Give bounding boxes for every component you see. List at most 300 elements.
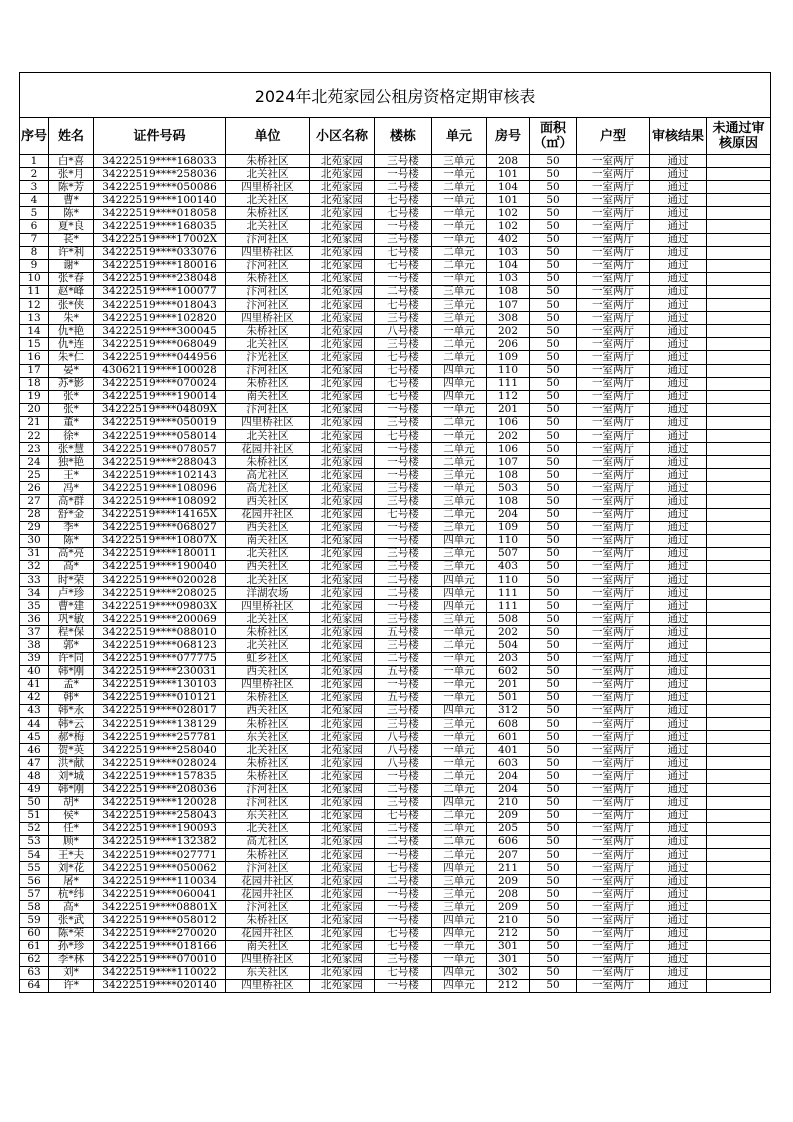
cell-unit: 汴河社区 [226, 259, 310, 272]
cell-name: 巩*敏 [49, 613, 94, 626]
cell-result: 通过 [650, 325, 707, 338]
cell-layout: 一室两厅 [577, 848, 650, 861]
cell-unit: 汴河社区 [226, 862, 310, 875]
cell-seq: 55 [20, 862, 49, 875]
cell-reason [707, 482, 771, 495]
cell-building: 三号楼 [375, 547, 432, 560]
cell-community: 北苑家园 [310, 678, 375, 691]
cell-seq: 50 [20, 796, 49, 809]
cell-reason [707, 626, 771, 639]
cell-room: 301 [487, 940, 530, 953]
cell-room: 103 [487, 246, 530, 259]
cell-result: 通过 [650, 351, 707, 364]
header-room: 房号 [487, 118, 530, 155]
cell-unit-no: 四单元 [432, 979, 487, 992]
table-row [20, 574, 771, 587]
cell-community: 北苑家园 [310, 704, 375, 717]
cell-result: 通过 [650, 770, 707, 783]
cell-community: 北苑家园 [310, 521, 375, 534]
cell-name: 陈* [49, 534, 94, 547]
cell-area: 50 [530, 691, 577, 704]
cell-name: 王* [49, 469, 94, 482]
cell-result: 通过 [650, 783, 707, 796]
cell-result: 通过 [650, 822, 707, 835]
cell-community: 北苑家园 [310, 862, 375, 875]
cell-unit-no: 一单元 [432, 233, 487, 246]
cell-community: 北苑家园 [310, 953, 375, 966]
cell-room: 507 [487, 547, 530, 560]
cell-community: 北苑家园 [310, 875, 375, 888]
cell-result: 通过 [650, 534, 707, 547]
table-row [20, 731, 771, 744]
cell-result: 通过 [650, 875, 707, 888]
cell-reason [707, 704, 771, 717]
cell-room: 205 [487, 822, 530, 835]
cell-layout: 一室两厅 [577, 613, 650, 626]
cell-room: 104 [487, 181, 530, 194]
cell-result: 通过 [650, 547, 707, 560]
cell-result: 通过 [650, 704, 707, 717]
cell-reason [707, 809, 771, 822]
cell-result: 通过 [650, 233, 707, 246]
cell-area: 50 [530, 875, 577, 888]
cell-building: 八号楼 [375, 325, 432, 338]
table-row [20, 364, 771, 377]
cell-room: 210 [487, 914, 530, 927]
cell-layout: 一室两厅 [577, 953, 650, 966]
cell-reason [707, 299, 771, 312]
cell-unit-no: 四单元 [432, 927, 487, 940]
cell-unit-no: 四单元 [432, 364, 487, 377]
cell-result: 通过 [650, 416, 707, 429]
cell-area: 50 [530, 783, 577, 796]
cell-unit: 四里桥社区 [226, 953, 310, 966]
cell-name: 季* [49, 521, 94, 534]
cell-layout: 一室两厅 [577, 927, 650, 940]
cell-id-number: 34222519****132382 [94, 835, 226, 848]
cell-layout: 一室两厅 [577, 770, 650, 783]
table-row [20, 691, 771, 704]
cell-building: 八号楼 [375, 731, 432, 744]
cell-room: 107 [487, 299, 530, 312]
cell-name: 高* [49, 901, 94, 914]
cell-result: 通过 [650, 966, 707, 979]
cell-reason [707, 560, 771, 573]
cell-building: 三号楼 [375, 639, 432, 652]
cell-layout: 一室两厅 [577, 299, 650, 312]
cell-building: 七号楼 [375, 390, 432, 403]
cell-layout: 一室两厅 [577, 731, 650, 744]
cell-seq: 27 [20, 495, 49, 508]
cell-area: 50 [530, 207, 577, 220]
cell-name: 董* [49, 416, 94, 429]
cell-result: 通过 [650, 678, 707, 691]
cell-unit: 朱桥社区 [226, 325, 310, 338]
cell-unit-no: 一单元 [432, 325, 487, 338]
cell-building: 二号楼 [375, 875, 432, 888]
cell-area: 50 [530, 979, 577, 992]
cell-unit: 北关社区 [226, 574, 310, 587]
cell-layout: 一室两厅 [577, 482, 650, 495]
cell-unit-no: 一单元 [432, 691, 487, 704]
cell-unit: 北关社区 [226, 613, 310, 626]
cell-reason [707, 390, 771, 403]
cell-community: 北苑家园 [310, 403, 375, 416]
cell-building: 七号楼 [375, 809, 432, 822]
cell-layout: 一室两厅 [577, 416, 650, 429]
cell-result: 通过 [650, 744, 707, 757]
cell-reason [707, 757, 771, 770]
cell-area: 50 [530, 469, 577, 482]
cell-id-number: 34222519****010121 [94, 691, 226, 704]
cell-layout: 一室两厅 [577, 547, 650, 560]
cell-id-number: 34222519****050086 [94, 181, 226, 194]
cell-layout: 一室两厅 [577, 364, 650, 377]
cell-community: 北苑家园 [310, 665, 375, 678]
cell-unit-no: 一单元 [432, 168, 487, 181]
cell-reason [707, 770, 771, 783]
cell-unit-no: 三单元 [432, 312, 487, 325]
table-row [20, 901, 771, 914]
table-row [20, 246, 771, 259]
cell-reason [707, 521, 771, 534]
cell-room: 208 [487, 888, 530, 901]
cell-room: 308 [487, 312, 530, 325]
cell-id-number: 34222519****020140 [94, 979, 226, 992]
cell-layout: 一室两厅 [577, 155, 650, 168]
cell-layout: 一室两厅 [577, 966, 650, 979]
cell-seq: 44 [20, 718, 49, 731]
cell-reason [707, 181, 771, 194]
cell-layout: 一室两厅 [577, 272, 650, 285]
cell-unit: 虹乡社区 [226, 652, 310, 665]
cell-reason [707, 246, 771, 259]
cell-unit-no: 一单元 [432, 940, 487, 953]
cell-unit: 北关社区 [226, 338, 310, 351]
cell-id-number: 34222519****068027 [94, 521, 226, 534]
cell-name: 许*利 [49, 246, 94, 259]
cell-seq: 39 [20, 652, 49, 665]
cell-building: 一号楼 [375, 403, 432, 416]
cell-seq: 34 [20, 587, 49, 600]
cell-id-number: 34222519****258040 [94, 744, 226, 757]
table-row [20, 377, 771, 390]
table-title: 2024年北苑家园公租房资格定期审核表 [20, 73, 771, 118]
cell-id-number: 34222519****208025 [94, 587, 226, 600]
cell-building: 一号楼 [375, 443, 432, 456]
cell-id-number: 34222519****088010 [94, 626, 226, 639]
cell-result: 通过 [650, 168, 707, 181]
cell-name: 仇*连 [49, 338, 94, 351]
cell-name: 张* [49, 403, 94, 416]
cell-room: 204 [487, 508, 530, 521]
cell-seq: 23 [20, 443, 49, 456]
cell-seq: 3 [20, 181, 49, 194]
cell-unit-no: 三单元 [432, 155, 487, 168]
cell-unit-no: 一单元 [432, 220, 487, 233]
cell-unit: 北关社区 [226, 744, 310, 757]
cell-unit: 东关社区 [226, 809, 310, 822]
cell-name: 赵*峰 [49, 285, 94, 298]
cell-seq: 33 [20, 574, 49, 587]
table-row [20, 285, 771, 298]
cell-community: 北苑家园 [310, 848, 375, 861]
cell-layout: 一室两厅 [577, 875, 650, 888]
cell-id-number: 34222519****068123 [94, 639, 226, 652]
cell-area: 50 [530, 534, 577, 547]
table-row [20, 338, 771, 351]
cell-result: 通过 [650, 848, 707, 861]
cell-unit-no: 三单元 [432, 299, 487, 312]
cell-area: 50 [530, 613, 577, 626]
cell-unit-no: 一单元 [432, 731, 487, 744]
cell-building: 二号楼 [375, 822, 432, 835]
cell-room: 401 [487, 744, 530, 757]
cell-name: 陈* [49, 207, 94, 220]
cell-seq: 42 [20, 691, 49, 704]
cell-community: 北苑家园 [310, 168, 375, 181]
cell-unit-no: 四单元 [432, 862, 487, 875]
cell-reason [707, 940, 771, 953]
cell-id-number: 34222519****180011 [94, 547, 226, 560]
cell-community: 北苑家园 [310, 508, 375, 521]
cell-unit-no: 四单元 [432, 587, 487, 600]
cell-area: 50 [530, 901, 577, 914]
cell-area: 50 [530, 416, 577, 429]
cell-room: 111 [487, 377, 530, 390]
cell-result: 通过 [650, 429, 707, 442]
cell-building: 一号楼 [375, 901, 432, 914]
table-row [20, 495, 771, 508]
audit-table [19, 72, 771, 993]
cell-id-number: 34222519****018058 [94, 207, 226, 220]
cell-unit: 四里桥社区 [226, 312, 310, 325]
cell-id-number: 34222519****108092 [94, 495, 226, 508]
cell-reason [707, 574, 771, 587]
cell-community: 北苑家园 [310, 783, 375, 796]
cell-id-number: 34222519****238048 [94, 272, 226, 285]
cell-seq: 14 [20, 325, 49, 338]
cell-name: 郝*梅 [49, 731, 94, 744]
cell-seq: 4 [20, 194, 49, 207]
cell-building: 七号楼 [375, 927, 432, 940]
cell-community: 北苑家园 [310, 770, 375, 783]
cell-reason [707, 613, 771, 626]
cell-result: 通过 [650, 927, 707, 940]
cell-seq: 52 [20, 822, 49, 835]
cell-name: 朱* [49, 312, 94, 325]
table-row [20, 862, 771, 875]
cell-name: 曹*建 [49, 600, 94, 613]
cell-unit-no: 二单元 [432, 181, 487, 194]
cell-id-number: 34222519****258036 [94, 168, 226, 181]
cell-name: 张* [49, 390, 94, 403]
cell-unit: 四里桥社区 [226, 678, 310, 691]
cell-name: 任* [49, 822, 94, 835]
cell-id-number: 34222519****068049 [94, 338, 226, 351]
cell-id-number: 34222519****028024 [94, 757, 226, 770]
cell-reason [707, 888, 771, 901]
cell-name: 屠* [49, 875, 94, 888]
cell-unit: 朱桥社区 [226, 757, 310, 770]
cell-seq: 17 [20, 364, 49, 377]
cell-layout: 一室两厅 [577, 377, 650, 390]
cell-area: 50 [530, 652, 577, 665]
cell-unit-no: 一单元 [432, 429, 487, 442]
cell-result: 通过 [650, 456, 707, 469]
cell-building: 三号楼 [375, 953, 432, 966]
cell-community: 北苑家园 [310, 574, 375, 587]
cell-id-number: 34222519****078057 [94, 443, 226, 456]
cell-unit: 汴河社区 [226, 783, 310, 796]
cell-result: 通过 [650, 613, 707, 626]
cell-unit: 南关社区 [226, 534, 310, 547]
table-row [20, 299, 771, 312]
cell-seq: 47 [20, 757, 49, 770]
cell-unit: 汴河社区 [226, 796, 310, 809]
cell-unit: 高尤社区 [226, 469, 310, 482]
cell-community: 北苑家园 [310, 835, 375, 848]
table-row [20, 547, 771, 560]
cell-unit: 北关社区 [226, 639, 310, 652]
cell-name: 高* [49, 560, 94, 573]
cell-reason [707, 901, 771, 914]
cell-community: 北苑家园 [310, 194, 375, 207]
cell-result: 通过 [650, 285, 707, 298]
cell-unit: 朱桥社区 [226, 626, 310, 639]
cell-room: 110 [487, 574, 530, 587]
cell-unit-no: 二单元 [432, 639, 487, 652]
cell-area: 50 [530, 704, 577, 717]
cell-area: 50 [530, 272, 577, 285]
cell-layout: 一室两厅 [577, 181, 650, 194]
cell-result: 通过 [650, 469, 707, 482]
table-row [20, 443, 771, 456]
cell-area: 50 [530, 639, 577, 652]
cell-reason [707, 364, 771, 377]
cell-seq: 59 [20, 914, 49, 927]
cell-area: 50 [530, 429, 577, 442]
cell-seq: 11 [20, 285, 49, 298]
cell-unit-no: 二单元 [432, 456, 487, 469]
cell-building: 一号楼 [375, 534, 432, 547]
cell-unit-no: 二单元 [432, 351, 487, 364]
table-row [20, 914, 771, 927]
cell-unit: 汴河社区 [226, 299, 310, 312]
cell-area: 50 [530, 796, 577, 809]
cell-id-number: 34222519****08801X [94, 901, 226, 914]
cell-reason [707, 639, 771, 652]
cell-room: 109 [487, 351, 530, 364]
cell-layout: 一室两厅 [577, 338, 650, 351]
cell-seq: 20 [20, 403, 49, 416]
cell-reason [707, 259, 771, 272]
cell-name: 贺*英 [49, 744, 94, 757]
cell-name: 张*春 [49, 272, 94, 285]
cell-unit-no: 一单元 [432, 953, 487, 966]
cell-unit: 北关社区 [226, 220, 310, 233]
cell-area: 50 [530, 155, 577, 168]
cell-room: 104 [487, 259, 530, 272]
cell-area: 50 [530, 927, 577, 940]
cell-area: 50 [530, 325, 577, 338]
cell-room: 601 [487, 731, 530, 744]
cell-unit: 汴河社区 [226, 403, 310, 416]
cell-layout: 一室两厅 [577, 560, 650, 573]
cell-area: 50 [530, 574, 577, 587]
cell-layout: 一室两厅 [577, 704, 650, 717]
cell-result: 通过 [650, 390, 707, 403]
cell-building: 一号楼 [375, 678, 432, 691]
cell-area: 50 [530, 600, 577, 613]
cell-unit-no: 二单元 [432, 809, 487, 822]
cell-name: 郭* [49, 639, 94, 652]
cell-room: 603 [487, 757, 530, 770]
cell-unit: 东关社区 [226, 966, 310, 979]
cell-building: 二号楼 [375, 587, 432, 600]
table-row [20, 888, 771, 901]
cell-unit: 北关社区 [226, 822, 310, 835]
table-row [20, 875, 771, 888]
cell-community: 北苑家园 [310, 259, 375, 272]
header-community: 小区名称 [310, 118, 375, 155]
cell-name: 卢*珍 [49, 587, 94, 600]
cell-id-number: 34222519****258043 [94, 809, 226, 822]
cell-building: 七号楼 [375, 364, 432, 377]
table-row [20, 770, 771, 783]
cell-room: 212 [487, 927, 530, 940]
cell-reason [707, 875, 771, 888]
cell-unit: 花园井社区 [226, 875, 310, 888]
cell-seq: 35 [20, 600, 49, 613]
cell-building: 五号楼 [375, 665, 432, 678]
cell-reason [707, 848, 771, 861]
cell-result: 通过 [650, 443, 707, 456]
header-result: 审核结果 [650, 118, 707, 155]
cell-unit-no: 一单元 [432, 403, 487, 416]
cell-building: 三号楼 [375, 482, 432, 495]
cell-community: 北苑家园 [310, 691, 375, 704]
cell-unit-no: 二单元 [432, 338, 487, 351]
cell-building: 七号楼 [375, 940, 432, 953]
cell-unit: 花园井社区 [226, 443, 310, 456]
cell-unit-no: 二单元 [432, 246, 487, 259]
cell-unit-no: 三单元 [432, 495, 487, 508]
cell-unit: 高尤社区 [226, 835, 310, 848]
cell-layout: 一室两厅 [577, 940, 650, 953]
cell-result: 通过 [650, 482, 707, 495]
cell-unit: 朱桥社区 [226, 456, 310, 469]
cell-name: 韩*永 [49, 704, 94, 717]
cell-id-number: 34222519****070010 [94, 953, 226, 966]
cell-result: 通过 [650, 665, 707, 678]
table-row [20, 534, 771, 547]
table-row [20, 351, 771, 364]
table-row [20, 560, 771, 573]
cell-result: 通过 [650, 652, 707, 665]
header-row [20, 118, 771, 155]
cell-room: 501 [487, 691, 530, 704]
cell-area: 50 [530, 233, 577, 246]
cell-community: 北苑家园 [310, 429, 375, 442]
cell-layout: 一室两厅 [577, 246, 650, 259]
cell-building: 七号楼 [375, 429, 432, 442]
cell-name: 白*喜 [49, 155, 94, 168]
cell-layout: 一室两厅 [577, 285, 650, 298]
cell-id-number: 34222519****060041 [94, 888, 226, 901]
table-row [20, 665, 771, 678]
cell-building: 三号楼 [375, 495, 432, 508]
